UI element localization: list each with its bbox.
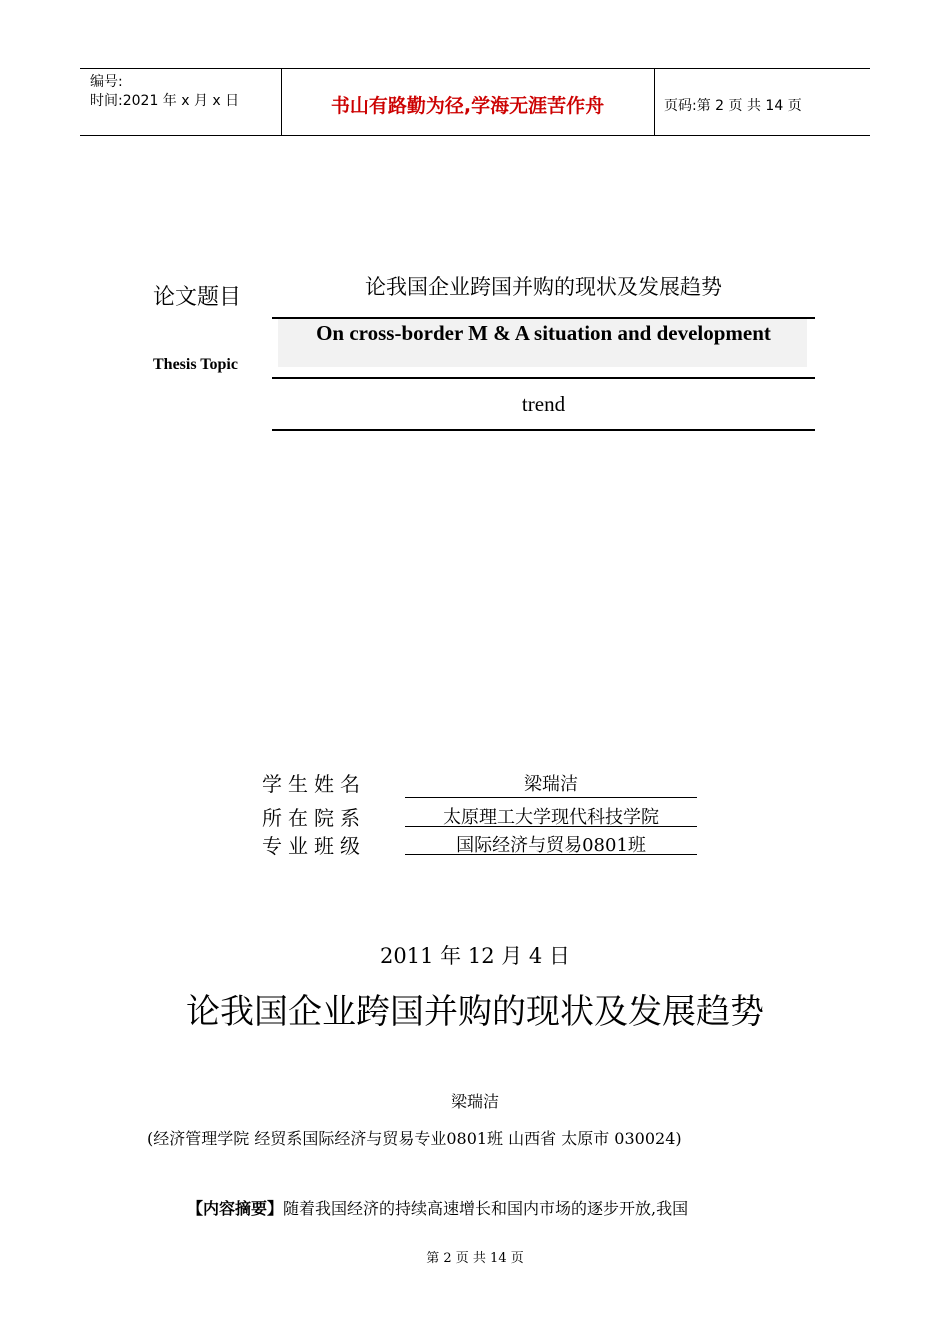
header-bottom-rule — [80, 135, 870, 136]
cover-date: 2011 年 12 月 4 日 — [380, 944, 570, 968]
header-divider — [654, 68, 655, 135]
topic-label-cn: 论文题目 — [153, 285, 242, 310]
header-motto: 书山有路勤为径,学海无涯苦作舟 — [330, 95, 605, 117]
department-underline — [405, 826, 697, 827]
thesis-title-en-line1: On cross-border M & A situation and development — [316, 321, 771, 345]
header-number-label: 编号: — [90, 74, 123, 90]
student-name-label: 学生姓名 — [262, 772, 366, 796]
class-underline — [405, 854, 697, 855]
abstract-text: 随着我国经济的持续高速增长和国内市场的逐步开放,我国 — [283, 1199, 689, 1218]
paper-title: 论我国企业跨国并购的现状及发展趋势 — [186, 992, 764, 1032]
topic-label-en: Thesis Topic — [153, 356, 238, 373]
student-name-underline — [405, 797, 697, 798]
class-value: 国际经济与贸易0801班 — [456, 835, 646, 856]
abstract-label: 【内容摘要】 — [187, 1199, 284, 1218]
title-rule — [272, 429, 815, 431]
header-top-rule — [80, 68, 870, 69]
class-label: 专业班级 — [262, 834, 366, 858]
title-rule — [272, 377, 815, 379]
paper-affiliation: (经济管理学院 经贸系国际经济与贸易专业0801班 山西省 太原市 030024) — [147, 1129, 682, 1148]
header-time-label: 时间:2021 年 x 月 x 日 — [90, 93, 240, 109]
thesis-title-en-line2: trend — [521, 392, 566, 416]
page-footer: 第 2 页 共 14 页 — [426, 1251, 524, 1266]
department-value: 太原理工大学现代科技学院 — [443, 807, 659, 828]
header-page-info: 页码:第 2 页 共 14 页 — [664, 98, 802, 114]
thesis-title-cn: 论我国企业跨国并购的现状及发展趋势 — [365, 275, 722, 299]
department-label: 所在院系 — [262, 806, 366, 830]
paper-author: 梁瑞洁 — [450, 1092, 499, 1111]
student-name-value: 梁瑞洁 — [524, 774, 578, 795]
abstract-paragraph — [187, 1196, 688, 1219]
